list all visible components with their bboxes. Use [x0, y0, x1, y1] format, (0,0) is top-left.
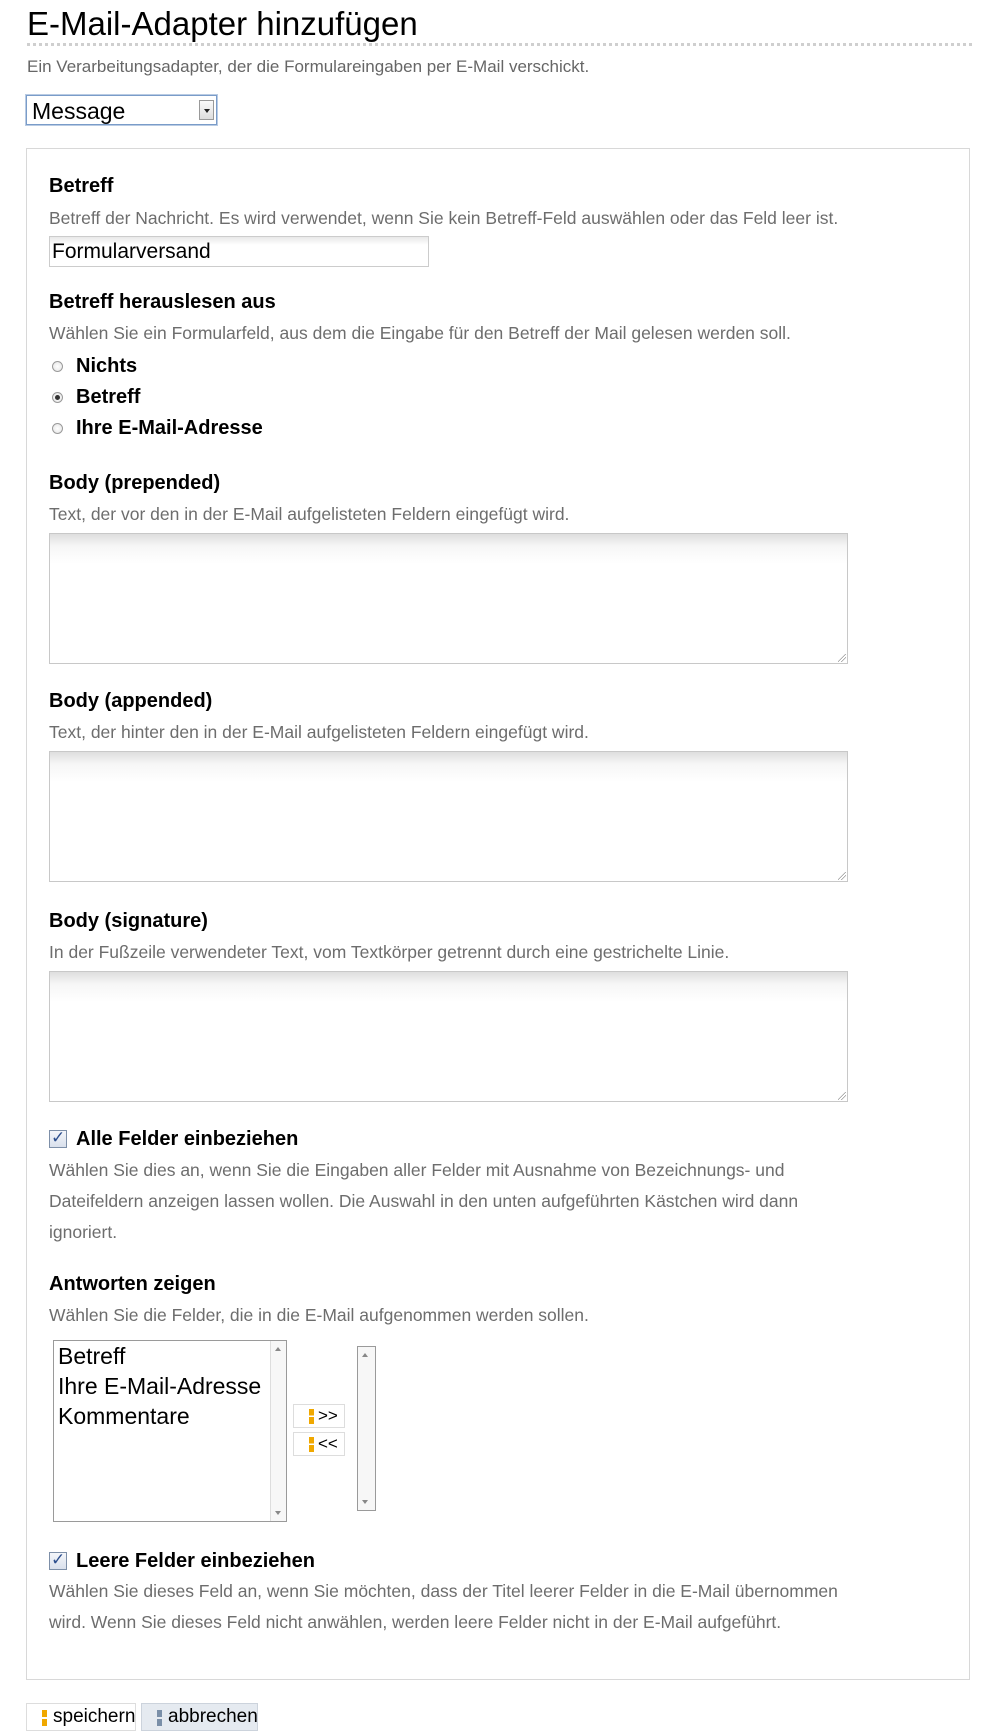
schema-select-value: Message: [32, 98, 126, 124]
all-fields-label: Alle Felder einbeziehen: [76, 1128, 299, 1150]
title-divider: [27, 43, 972, 46]
radio-label: Betreff: [76, 386, 141, 408]
remove-field-button-label: <<: [318, 1434, 338, 1453]
empty-fields-hint-line-1: Wählen Sie dieses Feld an, wenn Sie möchten, dass der Titel leerer Felder in die E-Mail übernommen: [49, 1581, 838, 1601]
body-appended-textarea[interactable]: [49, 751, 848, 882]
empty-fields-label: Leere Felder einbeziehen: [76, 1550, 315, 1572]
empty-fields-checkbox-row[interactable]: [49, 1548, 315, 1574]
empty-fields-hint-line-2: wird. Wenn Sie dieses Feld nicht anwählen, werden leere Felder nicht in der E-Mail aufgeführt.: [49, 1612, 782, 1632]
radio-option-nichts[interactable]: [52, 353, 137, 379]
all-fields-checkbox-row[interactable]: [49, 1126, 298, 1152]
chevron-down-icon[interactable]: [199, 100, 214, 120]
radio-button-selected[interactable]: [52, 392, 63, 403]
body-prepended-label: Body (prepended): [49, 472, 221, 494]
radio-label: Nichts: [76, 355, 138, 377]
resize-grip-icon[interactable]: [838, 654, 846, 662]
subject-field-label: Betreff herauslesen aus: [49, 291, 276, 313]
button-marker-icon: [309, 1437, 314, 1452]
all-fields-hint-line-1: Wählen Sie dies an, wenn Sie die Eingaben aller Felder mit Ausnahme von Bezeichnungs- und: [49, 1160, 785, 1180]
schema-select[interactable]: [26, 95, 217, 125]
body-appended-hint: Text, der hinter den in der E-Mail aufgelisteten Feldern eingefügt wird.: [49, 722, 589, 742]
scroll-down-icon[interactable]: [362, 1500, 368, 1504]
body-signature-textarea[interactable]: [49, 971, 848, 1102]
scroll-down-icon[interactable]: [275, 1511, 281, 1515]
subject-hint: Betreff der Nachricht. Es wird verwendet, wenn Sie kein Betreff-Feld auswählen oder das Feld leer ist.: [49, 208, 839, 228]
all-fields-hint-line-3: ignoriert.: [49, 1222, 118, 1242]
subject-label: Betreff: [49, 175, 114, 197]
remove-field-button[interactable]: [293, 1432, 345, 1456]
body-appended-label: Body (appended): [49, 690, 213, 712]
subject-input[interactable]: [49, 236, 429, 267]
body-prepended-textarea[interactable]: [49, 533, 848, 664]
listbox-scrollbar[interactable]: [270, 1341, 286, 1521]
save-button[interactable]: [26, 1703, 136, 1731]
add-field-button[interactable]: [293, 1404, 345, 1428]
radio-button[interactable]: [52, 423, 63, 434]
list-item[interactable]: Kommentare: [58, 1403, 190, 1429]
resize-grip-icon[interactable]: [838, 1092, 846, 1100]
body-signature-label: Body (signature): [49, 910, 208, 932]
available-fields-listbox[interactable]: [53, 1340, 287, 1522]
scroll-up-icon[interactable]: [275, 1347, 281, 1351]
cancel-button[interactable]: [141, 1703, 258, 1731]
button-marker-icon: [42, 1710, 47, 1726]
subject-input-value: Formularversand: [52, 240, 211, 263]
scroll-up-icon[interactable]: [362, 1353, 368, 1357]
body-signature-hint: In der Fußzeile verwendeter Text, vom Textkörper getrennt durch eine gestrichelte Linie.: [49, 942, 730, 962]
page-title: E-Mail-Adapter hinzufügen: [27, 5, 418, 42]
body-prepended-hint: Text, der vor den in der E-Mail aufgelisteten Feldern eingefügt wird.: [49, 504, 570, 524]
radio-option-betreff[interactable]: [52, 384, 140, 410]
subject-field-hint: Wählen Sie ein Formularfeld, aus dem die Eingabe für den Betreff der Mail gelesen werden soll.: [49, 323, 791, 343]
page-description: Ein Verarbeitungsadapter, der die Formulareingaben per E-Mail verschickt.: [27, 57, 590, 76]
selected-fields-listbox[interactable]: [357, 1346, 376, 1511]
radio-label: Ihre E-Mail-Adresse: [76, 417, 263, 439]
button-marker-icon: [309, 1409, 314, 1424]
button-marker-icon: [157, 1710, 162, 1726]
show-fields-label: Antworten zeigen: [49, 1273, 216, 1295]
all-fields-checkbox[interactable]: [49, 1130, 67, 1148]
listbox-scrollbar[interactable]: [358, 1347, 375, 1510]
empty-fields-checkbox[interactable]: [49, 1552, 67, 1570]
resize-grip-icon[interactable]: [838, 872, 846, 880]
radio-button[interactable]: [52, 361, 63, 372]
radio-option-email[interactable]: [52, 415, 263, 441]
add-field-button-label: >>: [318, 1406, 338, 1425]
list-item[interactable]: Ihre E-Mail-Adresse: [58, 1373, 262, 1399]
cancel-button-label: abbrechen: [168, 1706, 258, 1727]
show-fields-hint: Wählen Sie die Felder, die in die E-Mail aufgenommen werden sollen.: [49, 1305, 589, 1325]
save-button-label: speichern: [53, 1706, 136, 1727]
list-item[interactable]: Betreff: [58, 1343, 126, 1369]
all-fields-hint-line-2: Dateifeldern anzeigen lassen wollen. Die Auswahl in den unten aufgeführten Kästchen wird dann: [49, 1191, 799, 1211]
